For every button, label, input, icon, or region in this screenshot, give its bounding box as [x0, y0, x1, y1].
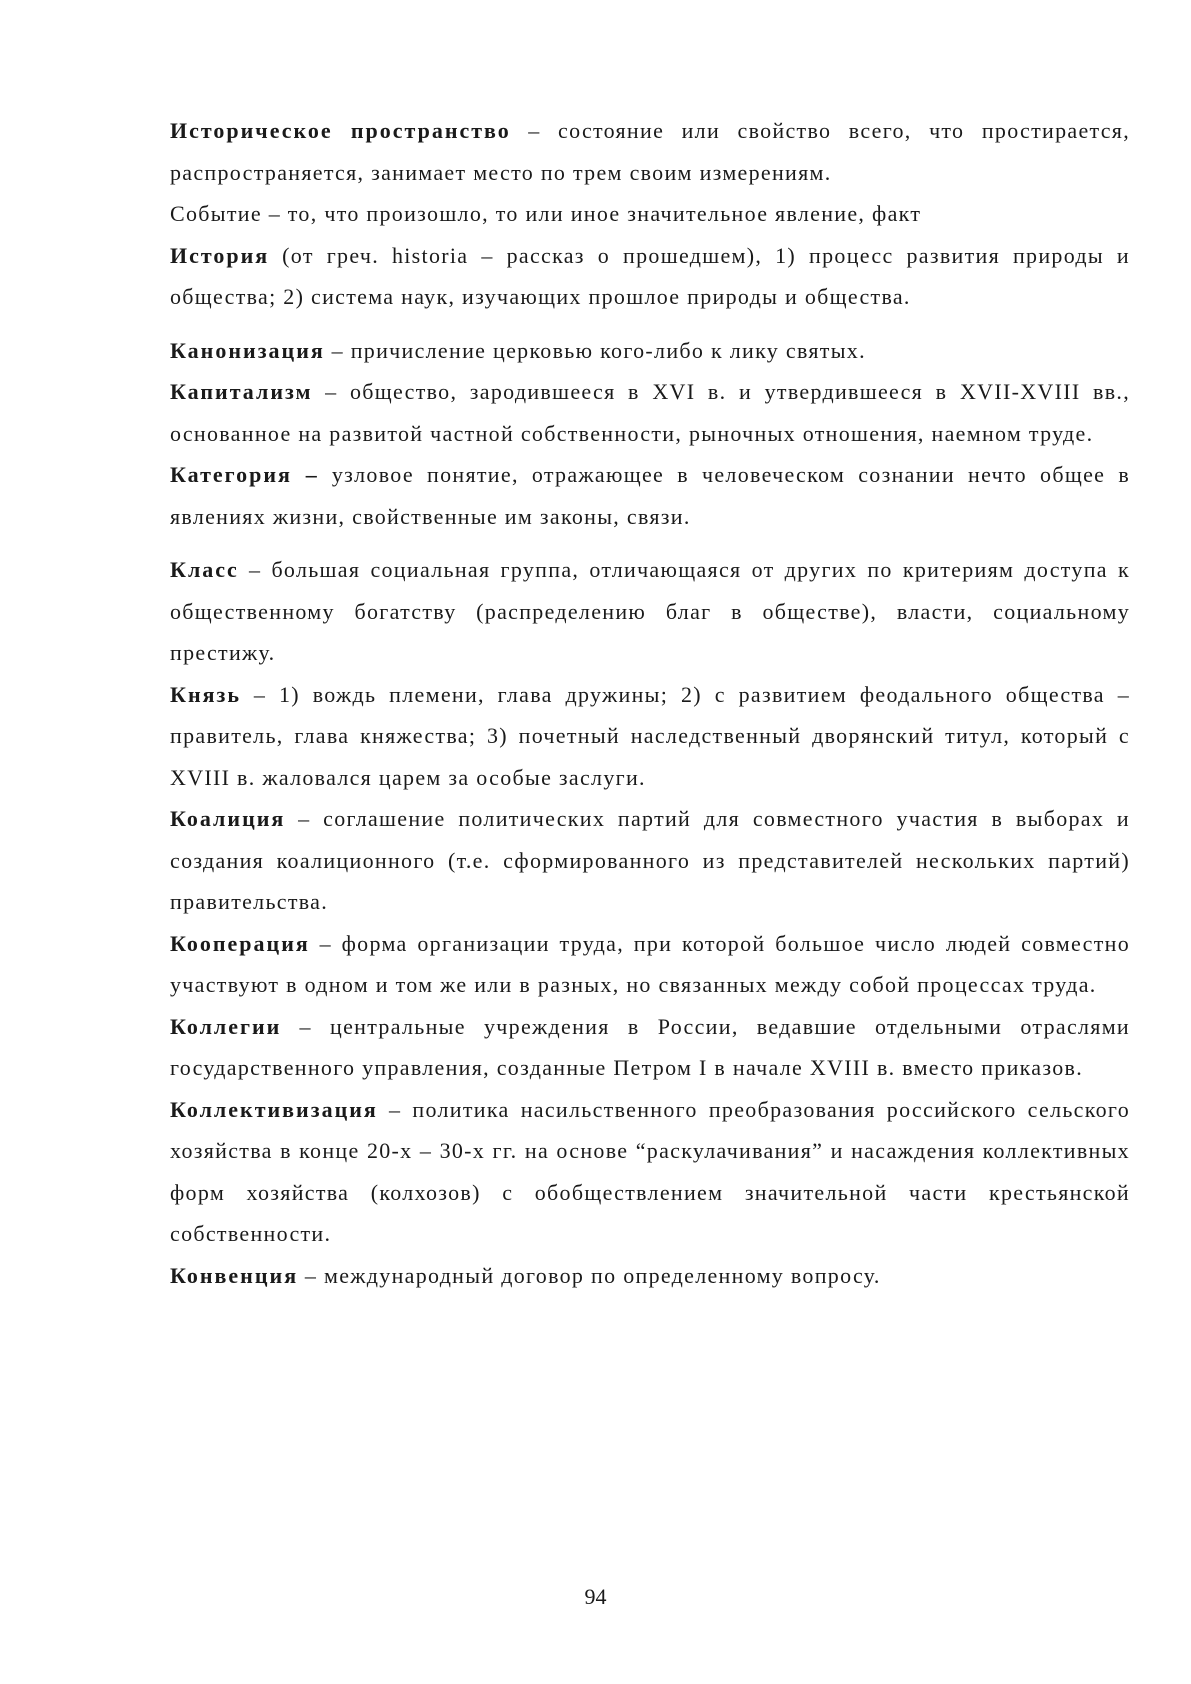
- glossary-definition: – причисление церковью кого-либо к лику святых.: [324, 337, 866, 363]
- glossary-definition: – соглашение политических партий для совместного участия в выборах и создания коалиционного (т.е. сформированного из представителей нескольких партий) правительства.: [170, 806, 1130, 914]
- glossary-term: Князь: [170, 681, 242, 707]
- glossary-definition: узловое понятие, отражающее в человеческом сознании нечто общее в явлениях жизни, свойственные им законы, связи.: [170, 462, 1131, 529]
- glossary-term: Кооперация: [170, 930, 310, 956]
- glossary-entry-collegia: [170, 1006, 1130, 1089]
- glossary-term: История: [170, 242, 270, 268]
- glossary-entry-capitalism: [170, 371, 1130, 454]
- glossary-term: Коллективизация: [170, 1096, 378, 1122]
- glossary-definition: – политика насильственного преобразования российского сельского хозяйства в конце 20-х – 30-х гг. на основе “раскулачивания” и насаждения коллективных форм хозяйства (колхозов) с обобществлением значительной части крестьянской собственности.: [170, 1096, 1130, 1246]
- glossary-entry-convention: [170, 1255, 1130, 1297]
- glossary-term: Историческое пространство: [170, 118, 511, 143]
- glossary-definition: Событие – то, что произошло, то или иное значительное явление, факт: [170, 201, 922, 226]
- glossary-definition: (от греч. historia – рассказ о прошедшем), 1) процесс развития природы и общества; 2) система наук, изучающих прошлое природы и общества.: [170, 242, 1130, 309]
- glossary-entry-class: [170, 549, 1130, 674]
- glossary-term: Канонизация: [170, 337, 325, 363]
- page-number: 94: [584, 1584, 607, 1609]
- glossary-definition: – общество, зародившееся в XVI в. и утвердившееся в XVII-XVIII вв., основанное на развитой частной собственности, рыночных отношения, наемном труде.: [170, 379, 1130, 446]
- glossary-entry-coalition: [170, 798, 1130, 923]
- glossary-entry-historical-space: [170, 110, 1130, 193]
- glossary-definition: – центральные учреждения в России, ведавшие отдельными отраслями государственного управления, созданные Петром I в начале XVIII в. вместо приказов.: [170, 1013, 1130, 1080]
- glossary-definition: – форма организации труда, при которой большое число людей совместно участвуют в одном и том же или в разных, но связанных между собой процессах труда.: [170, 930, 1130, 997]
- glossary-definition: – 1) вождь племени, глава дружины; 2) с развитием феодального общества – правитель, глава княжества; 3) почетный наследственный дворянский титул, который с XVIII в. жаловался царем за особые заслуги.: [170, 681, 1130, 790]
- glossary-body: [170, 110, 1130, 1296]
- glossary-entry-history: [170, 235, 1130, 318]
- glossary-entry-collectivization: [170, 1089, 1130, 1255]
- glossary-term: Класс: [170, 557, 239, 582]
- glossary-definition: – большая социальная группа, отличающаяся от других по критериям доступа к общественному богатству (распределению благ в обществе), власти, социальному престижу.: [170, 557, 1130, 665]
- glossary-term: Коллегии: [170, 1013, 282, 1039]
- glossary-entry-category: [170, 454, 1130, 537]
- glossary-entry-prince: [170, 674, 1130, 799]
- glossary-definition: – международный договор по определенному вопросу.: [298, 1262, 881, 1288]
- glossary-term: Коалиция: [170, 806, 286, 831]
- glossary-entry-cooperation: [170, 923, 1130, 1006]
- glossary-term: Капитализм: [170, 379, 313, 404]
- glossary-definition: – состояние или свойство всего, что простирается, распространяется, занимает место по трем своим измерениям.: [170, 118, 1130, 185]
- glossary-entry-event: [170, 193, 1130, 235]
- glossary-term: Конвенция: [170, 1262, 299, 1288]
- glossary-term: Категория –: [170, 462, 319, 487]
- glossary-entry-canonization: [170, 330, 1130, 372]
